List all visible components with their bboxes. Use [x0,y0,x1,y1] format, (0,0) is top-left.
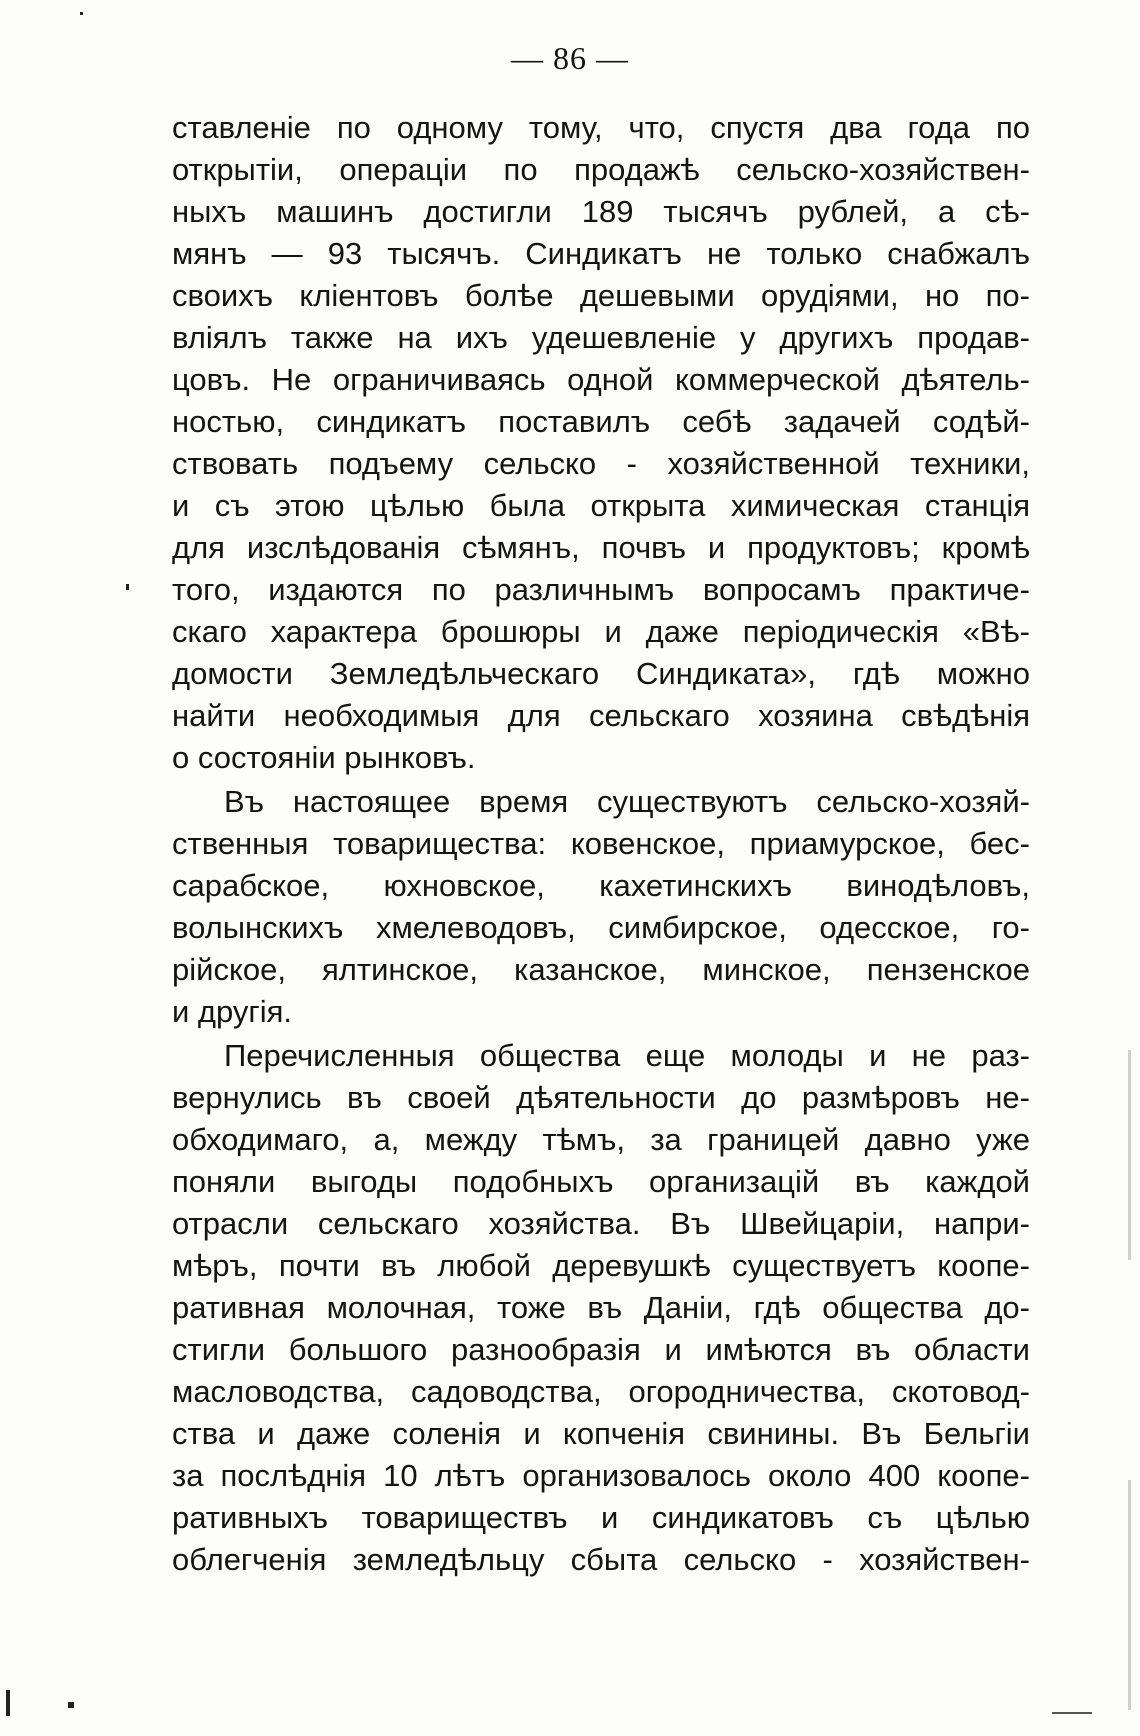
text-line: о состояніи рынковъ. [172,740,476,775]
scan-artifact-mark [68,1702,74,1708]
scan-artifact-mark [1052,1712,1092,1714]
text-line: ративная молочная, тоже въ Даніи, гдѣ общества до- [172,1290,1030,1325]
text-line: рійское, ялтинское, казанское, минское, пензенское [172,952,1030,987]
text-line: вліялъ также на ихъ удешевленіе у другихъ продав- [172,320,1030,355]
text-line: поняли выгоды подобныхъ организацій въ каждой [172,1164,1030,1199]
text-line: за послѣднія 10 лѣтъ организовалось около 400 коопе- [172,1458,1030,1493]
text-line: того, издаются по различнымъ вопросамъ практиче- [172,572,1030,607]
text-line: ственныя товарищества: ковенское, приамурское, бес- [172,826,1030,861]
text-line: для изслѣдованія сѣмянъ, почвъ и продуктовъ; кромѣ [172,530,1030,565]
paragraph-1 [172,107,1030,779]
text-line: ствовать подъему сельско - хозяйственной техники, [172,446,1030,481]
scan-artifact-mark [6,1690,10,1716]
text-line: ныхъ машинъ достигли 189 тысячъ рублей, а сѣ- [172,194,1030,229]
text-line: и съ этою цѣлью была открыта химическая станція [172,488,1030,523]
text-line: волынскихъ хмелеводовъ, симбирское, одесское, го- [172,910,1030,945]
paragraph-3 [172,1035,1030,1581]
text-line: скаго характера брошюры и даже періодическія «Вѣ- [172,614,1030,649]
text-line: найти необходимыя для сельскаго хозяина свѣдѣнія [172,698,1030,733]
paragraph-2 [172,781,1030,1033]
scan-artifact-mark [126,584,129,590]
text-line: стигли большого разнообразія и имѣются въ области [172,1332,1030,1367]
scan-artifact-mark [80,12,83,15]
page-number: — 86 — [511,40,629,76]
body-text [172,107,1030,1581]
text-line: открытіи, операціи по продажѣ сельско-хозяйствен- [172,152,1030,187]
text-line: и другія. [172,994,293,1029]
text-line: сарабское, юхновское, кахетинскихъ винодѣловъ, [172,868,1030,903]
text-line: цовъ. Не ограничиваясь одной коммерческой дѣятель- [172,362,1030,397]
text-line: ностью, синдикатъ поставилъ себѣ задачей содѣй- [172,404,1030,439]
text-line: Въ настоящее время существуютъ сельско-хозяй- [224,784,1030,819]
text-line: обходимаго, а, между тѣмъ, за границей давно уже [172,1122,1030,1157]
text-line: ства и даже соленія и копченія свинины. Въ Бельгіи [172,1416,1030,1451]
text-line: облегченія земледѣльцу сбыта сельско - хозяйствен- [172,1542,1030,1577]
text-line: вернулись въ своей дѣятельности до размѣровъ не- [172,1080,1030,1115]
scan-artifact-mark [1128,1480,1131,1710]
text-line: масловодства, садоводства, огородничества, скотовод- [172,1374,1030,1409]
text-line: ративныхъ товариществъ и синдикатовъ съ цѣлью [172,1500,1030,1535]
text-line: Перечисленныя общества еще молоды и не раз- [224,1038,1030,1073]
text-line: отрасли сельскаго хозяйства. Въ Швейцаріи, напри- [172,1206,1030,1241]
text-line: ставленіе по одному тому, что, спустя два года по [172,110,1030,145]
text-line: мянъ — 93 тысячъ. Синдикатъ не только снабжалъ [172,236,1030,271]
scan-artifact-mark [1128,1050,1131,1260]
text-line: домости Земледѣльческаго Синдиката», гдѣ можно [172,656,1030,691]
text-line: мѣръ, почти въ любой деревушкѣ существуетъ коопе- [172,1248,1030,1283]
text-line: своихъ кліентовъ болѣе дешевыми орудіями, но по- [172,278,1030,313]
